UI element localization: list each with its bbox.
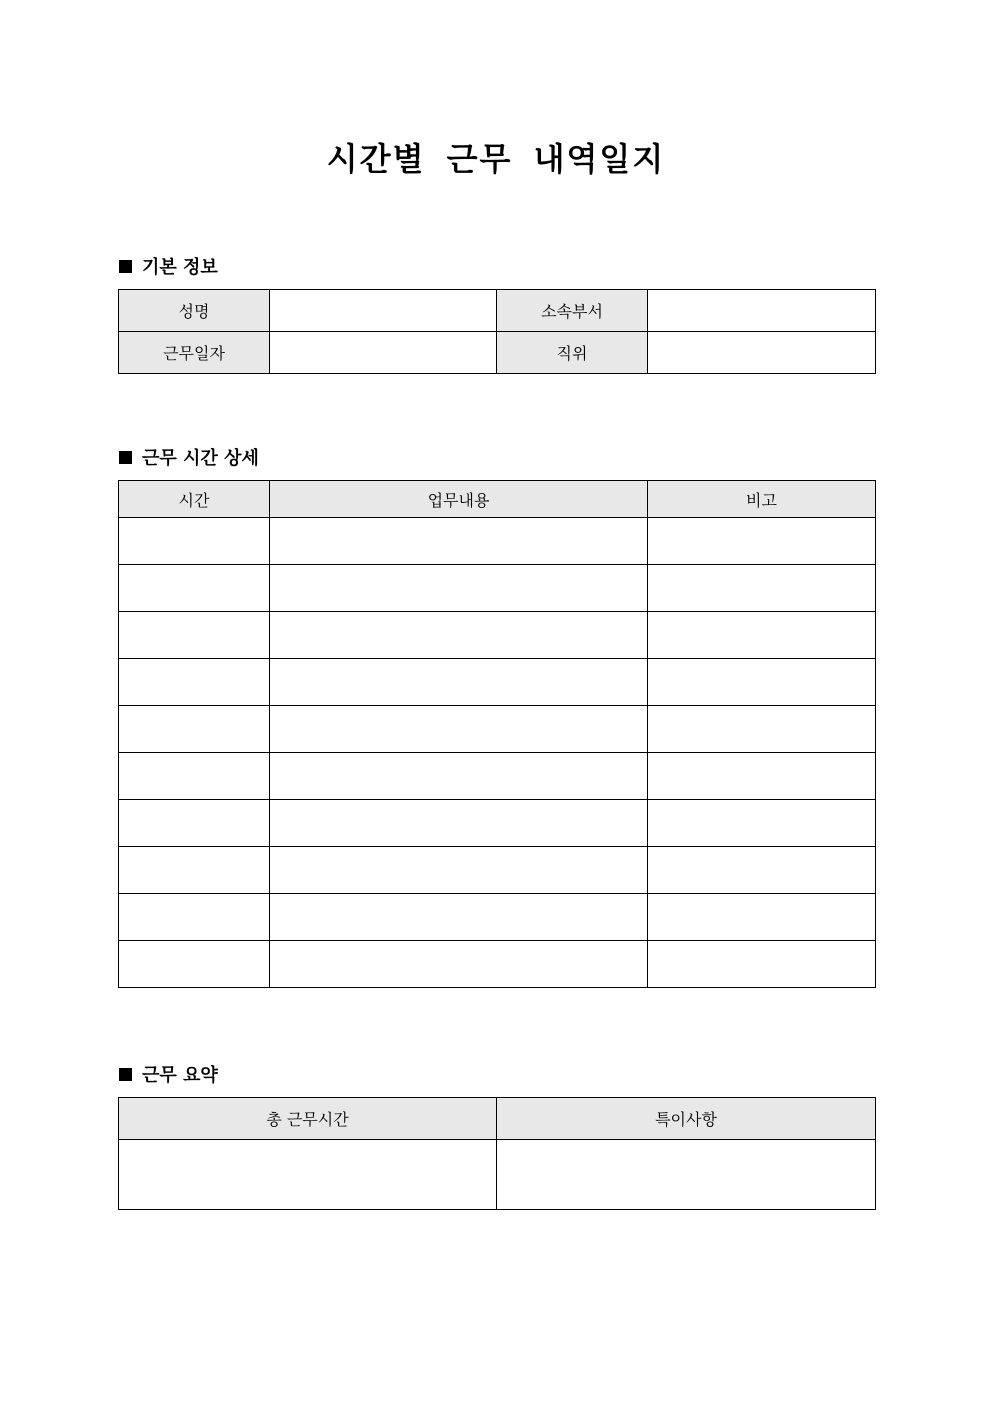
basic-info-table [118,289,876,374]
table-row [119,706,876,753]
time-cell[interactable] [119,894,270,941]
table-row [119,800,876,847]
time-cell[interactable] [119,659,270,706]
column-header-task: 업무내용 [270,481,648,518]
remarks-cell[interactable] [648,753,876,800]
work-date-label: 근무일자 [119,332,270,374]
notes-field[interactable] [497,1140,876,1210]
remarks-cell[interactable] [648,565,876,612]
section-heading-label: 근무 요약 [142,1065,218,1086]
column-header-remarks: 비고 [648,481,876,518]
remarks-cell[interactable] [648,847,876,894]
remarks-cell[interactable] [648,612,876,659]
table-row [119,565,876,612]
table-row [119,1140,876,1210]
page-title: 시간별 근무 내역일지 [326,140,666,178]
section-heading-basic-info [119,253,218,279]
table-row [119,847,876,894]
time-cell[interactable] [119,941,270,988]
task-cell[interactable] [270,612,648,659]
task-cell[interactable] [270,847,648,894]
task-cell[interactable] [270,894,648,941]
section-heading-label: 근무 시간 상세 [142,448,259,469]
task-cell[interactable] [270,518,648,565]
name-field[interactable] [270,290,497,332]
square-bullet-icon [119,260,132,273]
section-heading-detail [119,444,259,470]
time-cell[interactable] [119,565,270,612]
time-cell[interactable] [119,847,270,894]
time-cell[interactable] [119,612,270,659]
work-summary-table [118,1097,876,1210]
remarks-cell[interactable] [648,800,876,847]
time-cell[interactable] [119,518,270,565]
table-row [119,290,876,332]
table-row [119,941,876,988]
table-row [119,332,876,374]
table-row [119,753,876,800]
table-header-row [119,1098,876,1140]
position-field[interactable] [648,332,876,374]
column-header-total-hours: 총 근무시간 [119,1098,497,1140]
table-row [119,894,876,941]
work-date-field[interactable] [270,332,497,374]
task-cell[interactable] [270,565,648,612]
name-label: 성명 [119,290,270,332]
time-cell[interactable] [119,706,270,753]
section-heading-label: 기본 정보 [142,257,218,278]
table-row [119,612,876,659]
total-hours-field[interactable] [119,1140,497,1210]
work-detail-table [118,480,876,988]
remarks-cell[interactable] [648,659,876,706]
square-bullet-icon [119,1068,132,1081]
table-row [119,659,876,706]
table-row [119,518,876,565]
task-cell[interactable] [270,659,648,706]
task-cell[interactable] [270,800,648,847]
column-header-time: 시간 [119,481,270,518]
time-cell[interactable] [119,800,270,847]
table-header-row [119,481,876,518]
square-bullet-icon [119,451,132,464]
department-field[interactable] [648,290,876,332]
task-cell[interactable] [270,941,648,988]
time-cell[interactable] [119,753,270,800]
remarks-cell[interactable] [648,894,876,941]
remarks-cell[interactable] [648,706,876,753]
remarks-cell[interactable] [648,941,876,988]
task-cell[interactable] [270,753,648,800]
remarks-cell[interactable] [648,518,876,565]
position-label: 직위 [497,332,648,374]
department-label: 소속부서 [497,290,648,332]
section-heading-summary [119,1061,218,1087]
task-cell[interactable] [270,706,648,753]
column-header-notes: 특이사항 [497,1098,876,1140]
